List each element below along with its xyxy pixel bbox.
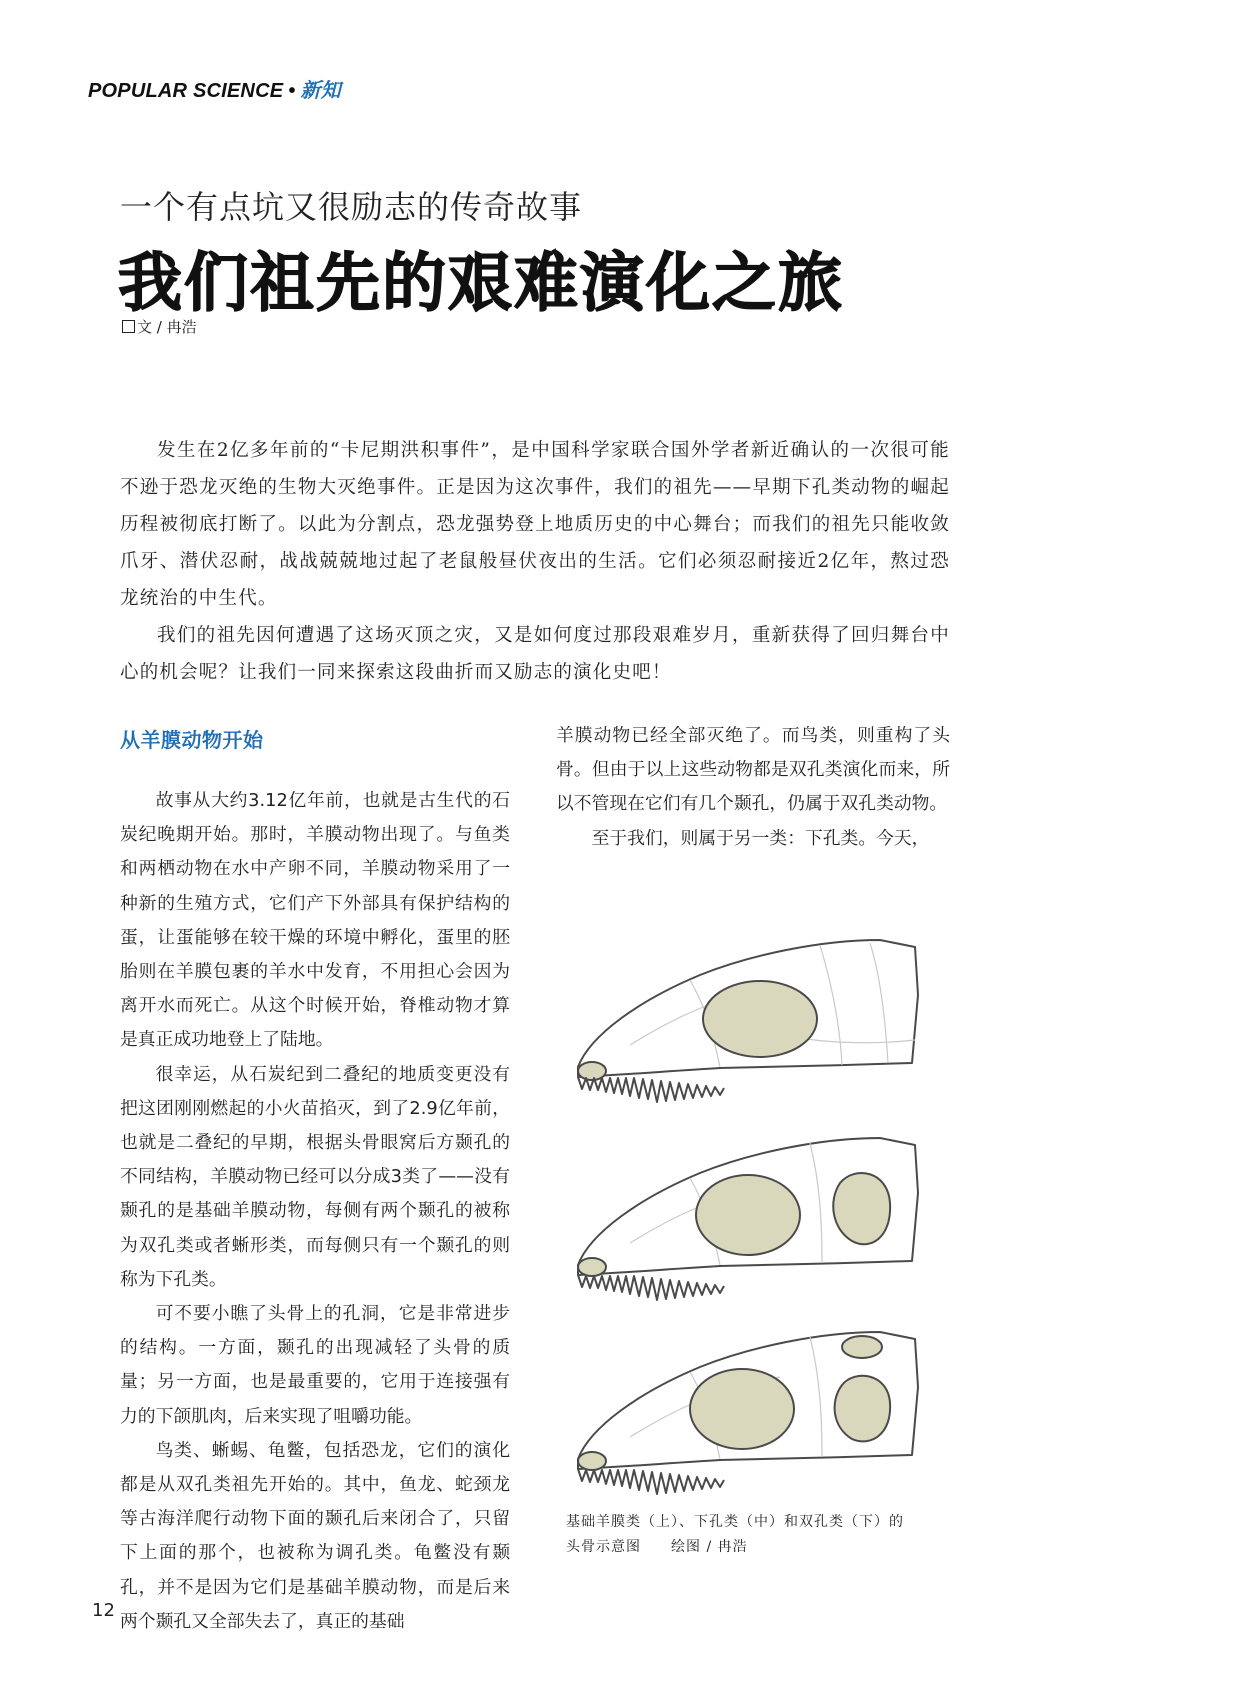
series-name: POPULAR SCIENCE — [88, 80, 284, 102]
body-paragraph: 故事从大约3.12亿年前，也就是古生代的石炭纪晚期开始。那时，羊膜动物出现了。与鱼类和两栖动物在水中产卵不同，羊膜动物采用了一种新的生殖方式，它们产下外部具有保护结构的蛋，让蛋能够在较干燥的环境中孵化，蛋里的胚胎则在羊膜包裹的羊水中发育，不用担心会因为离开水而死亡。从这个时候开始，脊椎动物才算是真正成功地登上了陆地。 — [120, 790, 510, 1051]
article-title: 我们祖先的艰难演化之旅 — [118, 247, 844, 321]
body-paragraph: 很幸运，从石炭纪到二叠纪的地质变更没有把这团刚刚燃起的小火苗掐灭，到了2.9亿年前，也就是二叠纪的早期，根据头骨眼窝后方颞孔的不同结构，羊膜动物已经可以分成3类了——没有颞孔的是基础羊膜动物，每侧有两个颞孔的被称为双孔类或者蜥形类，而每侧只有一个颞孔的则称为下孔类。 — [120, 1063, 510, 1290]
skull-figure — [570, 925, 942, 1515]
byline-text: 文 / 冉浩 — [137, 318, 197, 336]
body-paragraph: 至于我们，则属于另一类：下孔类。今天， — [591, 827, 930, 849]
lead-paragraph: 发生在2亿多年前的“卡尼期洪积事件”，是中国科学家联合国外学者新近确认的一次很可能不逊于恐龙灭绝的生物大灭绝事件。正是因为这次事件，我们的祖先——早期下孔类动物的崛起历程被彻底打断了。以此为分割点，恐龙强势登上地质历史的中心舞台；而我们的祖先只能收敛爪牙、潜伏忍耐，战战兢兢地过起了老鼠般昼伏夜出的生活。它们必须忍耐接近2亿年，熬过恐龙统治的中生代。 — [120, 440, 950, 609]
section-name: 新知 — [300, 78, 341, 102]
caption-line: 头骨示意图 绘图 / 冉浩 — [566, 1539, 748, 1555]
byline-box-icon — [122, 320, 135, 333]
nostril — [578, 1452, 606, 1470]
header-dot: • — [288, 80, 296, 102]
orbit — [696, 1175, 800, 1255]
lower-temporal-fenestra — [835, 1376, 891, 1442]
body-paragraph-continued: 羊膜动物已经全部灭绝了。而鸟类，则重构了头骨。但由于以上这些动物都是双孔类演化而来，所以不管现在它们有几个颞孔，仍属于双孔类动物。 — [556, 725, 950, 815]
body-paragraph: 鸟类、蜥蜴、龟鳖，包括恐龙，它们的演化都是从双孔类祖先开始的。其中，鱼龙、蛇颈龙等古海洋爬行动物下面的颞孔后来闭合了，只留下上面的那个，也被称为调孔类。龟鳖没有颞孔，并不是因为它们是基础羊膜动物，而是后来两个颞孔又全部失去了，真正的基础 — [120, 1439, 510, 1632]
section-heading: 从羊膜动物开始 — [120, 728, 264, 752]
body-paragraph: 可不要小瞧了头骨上的孔洞，它是非常进步的结构。一方面，颞孔的出现减轻了头骨的质量；另一方面，也是最重要的，它用于连接强有力的下颌肌肉，后来实现了咀嚼功能。 — [120, 1303, 510, 1427]
magazine-header — [88, 74, 341, 103]
upper-temporal-fenestra — [842, 1336, 882, 1358]
right-column — [556, 719, 950, 856]
diapsid-skull — [578, 1332, 918, 1494]
lower-temporal-fenestra — [833, 1173, 890, 1244]
lead-paragraphs — [120, 432, 950, 691]
byline — [122, 316, 197, 337]
page-number: 12 — [92, 1600, 115, 1621]
lead-paragraph: 我们的祖先因何遭遇了这场灭顶之灾，又是如何度过那段艰难岁月，重新获得了回归舞台中心的机会呢？让我们一同来探索这段曲折而又励志的演化史吧！ — [120, 625, 950, 683]
basal-amniote-skull — [578, 940, 918, 1102]
orbit — [703, 981, 817, 1057]
figure-caption — [566, 1510, 956, 1560]
synapsid-skull — [578, 1138, 918, 1300]
orbit — [690, 1369, 794, 1449]
nostril — [578, 1258, 606, 1276]
left-column — [120, 784, 510, 1639]
article-subtitle: 一个有点坑又很励志的传奇故事 — [120, 188, 583, 226]
caption-line: 基础羊膜类（上）、下孔类（中）和双孔类（下）的 — [566, 1514, 904, 1530]
